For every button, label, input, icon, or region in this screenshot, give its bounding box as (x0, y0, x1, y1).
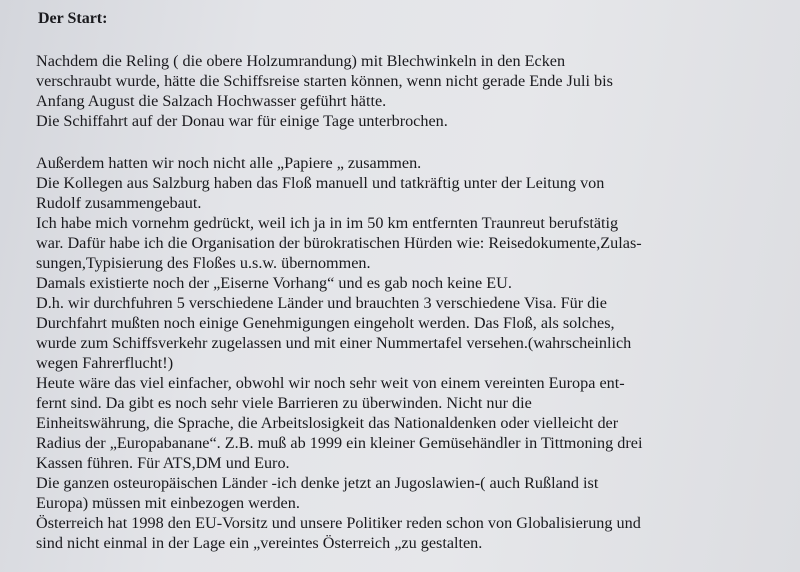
text-line: sind nicht einmal in der Lage ein „vereintes Österreich „zu gestalten. (36, 534, 483, 552)
text-line: Rudolf zusammengebaut. (36, 194, 202, 212)
text-line: Damals existierte noch der „Eiserne Vorhang“ und es gab noch keine EU. (36, 274, 512, 292)
text-line: Die Kollegen aus Salzburg haben das Floß manuell und tatkräftig unter der Leitung von (36, 174, 605, 192)
text-line: wegen Fahrerflucht!) (36, 354, 174, 372)
text-line: Durchfahrt mußten noch einige Genehmigungen eingeholt werden. Das Floß, als solches, (36, 314, 615, 332)
text-line: Die Schiffahrt auf der Donau war für einige Tage unterbrochen. (36, 112, 448, 130)
text-line: fernt sind. Da gibt es noch sehr viele Barrieren zu überwinden. Nicht nur die (36, 394, 532, 412)
text-line: wurde zum Schiffsverkehr zugelassen und mit einer Nummertafel versehen.(wahrscheinlich (36, 334, 632, 352)
text-line: Die ganzen osteuropäischen Länder -ich denke jetzt an Jugoslawien-( auch Rußland ist (36, 474, 599, 492)
text-line: D.h. wir durchfuhren 5 verschiedene Länder und brauchten 3 verschiedene Visa. Für die (36, 294, 607, 312)
text-line: Kassen führen. Für ATS,DM und Euro. (36, 454, 290, 472)
text-line: Einheitswährung, die Sprache, die Arbeitslosigkeit das Nationaldenken oder vielleicht der (36, 414, 619, 432)
text-line: Heute wäre das viel einfacher, obwohl wir noch sehr weit von einem vereinten Europa ent- (36, 374, 625, 392)
text-line: Radius der „Europabanane“. Z.B. muß ab 1999 ein kleiner Gemüsehändler in Tittmoning drei (36, 434, 643, 452)
document-title: Der Start: (38, 10, 108, 27)
text-line: Europa) müssen mit einbezogen werden. (36, 494, 300, 512)
text-line: war. Dafür habe ich die Organisation der bürokratischen Hürden wie: Reisedokumente,Zulas- (36, 234, 642, 252)
text-line: sungen,Typisierung des Floßes u.s.w. übernommen. (36, 254, 371, 272)
text-line: Ich habe mich vornehm gedrückt, weil ich ja in im 50 km entfernten Traunreut berufstätig (36, 214, 619, 232)
text-line: Nachdem die Reling ( die obere Holzumrandung) mit Blechwinkeln in den Ecken (36, 52, 566, 70)
text-line: Österreich hat 1998 den EU-Vorsitz und unsere Politiker reden schon von Globalisierung und (36, 514, 641, 532)
text-line: Anfang August die Salzach Hochwasser geführt hätte. (36, 92, 387, 110)
text-line: Außerdem hatten wir noch nicht alle „Papiere „ zusammen. (36, 154, 422, 172)
text-line: verschraubt wurde, hätte die Schiffsreise starten können, wenn nicht gerade Ende Juli bis (36, 72, 613, 90)
